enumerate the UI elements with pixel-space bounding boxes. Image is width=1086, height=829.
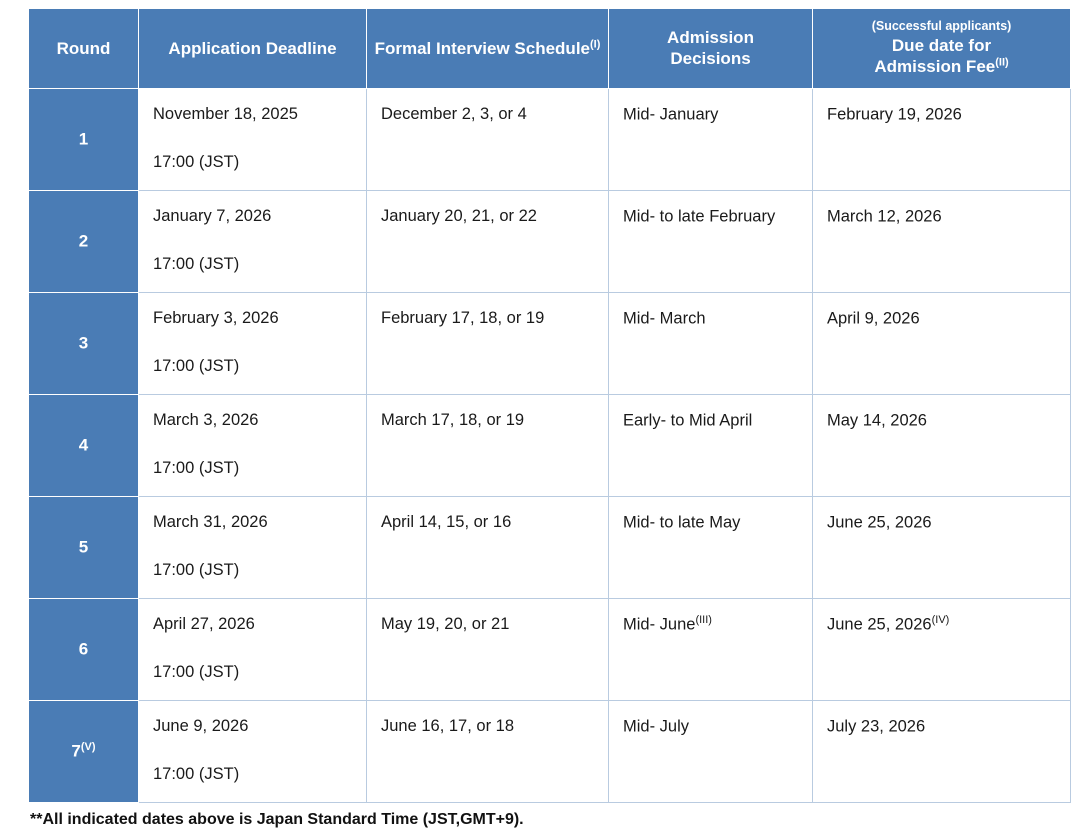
- round-number: 5: [78, 537, 89, 557]
- admission-decision-cell: [609, 598, 813, 700]
- table-row: [29, 394, 1071, 496]
- admission-fee-due-text: April 9, 2026: [827, 309, 920, 327]
- application-deadline-time: 17:00 (JST): [153, 662, 240, 681]
- application-deadline-cell: [139, 394, 367, 496]
- table-row: [29, 88, 1071, 190]
- round-number: 1: [78, 129, 89, 149]
- column-header-round: [29, 9, 139, 89]
- admission-decision-text: Mid- to late February: [623, 207, 776, 225]
- column-header-round-label: Round: [56, 38, 111, 58]
- admission-fee-due-cell: [813, 88, 1071, 190]
- application-deadline-time: 17:00 (JST): [153, 356, 240, 375]
- application-deadline-cell: [139, 292, 367, 394]
- application-deadline-time: 17:00 (JST): [153, 458, 240, 477]
- application-deadline-cell: [139, 598, 367, 700]
- column-header-admission-fee-due-date: [813, 9, 1071, 89]
- table-row: [29, 190, 1071, 292]
- round-number: 3: [78, 333, 89, 353]
- interview-schedule-cell: March 17, 18, or 19: [367, 394, 609, 496]
- application-deadline-cell: [139, 190, 367, 292]
- round-number: 4: [78, 435, 89, 455]
- admissions-schedule-table: [28, 8, 1071, 803]
- admission-fee-due-cell: [813, 496, 1071, 598]
- round-number: 7: [71, 741, 81, 761]
- application-deadline-time: 17:00 (JST): [153, 254, 240, 273]
- round-number-cell: [29, 292, 139, 394]
- round-number-superscript: (V): [80, 740, 96, 753]
- column-header-admission-fee-superscript: (II): [995, 56, 1009, 69]
- application-deadline-time: 17:00 (JST): [153, 152, 240, 171]
- round-number-cell: [29, 496, 139, 598]
- admission-fee-due-cell: [813, 598, 1071, 700]
- admission-fee-due-cell: [813, 394, 1071, 496]
- application-deadline-date: April 27, 2026: [153, 614, 255, 633]
- admission-decision-cell: [609, 88, 813, 190]
- round-number-cell: [29, 394, 139, 496]
- interview-schedule-cell: April 14, 15, or 16: [367, 496, 609, 598]
- application-deadline-date: March 31, 2026: [153, 512, 268, 531]
- admission-decision-text: Mid- March: [623, 309, 706, 327]
- admission-fee-due-text: June 25, 2026: [827, 513, 932, 531]
- application-deadline-date: March 3, 2026: [153, 410, 259, 429]
- admission-decision-cell: [609, 394, 813, 496]
- admission-decision-superscript: (III): [695, 613, 712, 626]
- column-header-admission-fee-label: Due date for Admission Fee: [874, 36, 996, 77]
- admission-fee-due-cell: [813, 292, 1071, 394]
- admission-fee-due-text: May 14, 2026: [827, 411, 927, 429]
- admission-fee-due-cell: [813, 700, 1071, 802]
- column-header-application-deadline: [139, 9, 367, 89]
- round-number-cell: [29, 700, 139, 802]
- footnote-text: **All indicated dates above is Japan Standard Time (JST,GMT+9).: [30, 810, 524, 828]
- column-header-admission-fee-note: (Successful applicants): [871, 19, 1012, 33]
- round-number-cell: [29, 598, 139, 700]
- round-number: 2: [78, 231, 89, 251]
- admission-decision-cell: [609, 496, 813, 598]
- admission-decision-text: Early- to Mid April: [623, 411, 753, 429]
- interview-schedule-cell: June 16, 17, or 18: [367, 700, 609, 802]
- admission-decision-cell: [609, 190, 813, 292]
- application-deadline-date: June 9, 2026: [153, 716, 249, 735]
- interview-schedule-cell: December 2, 3, or 4: [367, 88, 609, 190]
- admission-fee-due-cell: [813, 190, 1071, 292]
- table-row: [29, 598, 1071, 700]
- table-row: [29, 292, 1071, 394]
- admission-decision-text: Mid- January: [623, 105, 719, 123]
- admission-fee-due-text: July 23, 2026: [827, 717, 926, 735]
- application-deadline-cell: [139, 496, 367, 598]
- table-row: [29, 700, 1071, 802]
- table-row: [29, 496, 1071, 598]
- interview-schedule-cell: January 20, 21, or 22: [367, 190, 609, 292]
- column-header-formal-interview-schedule-superscript: (I): [590, 37, 601, 50]
- admission-decision-cell: [609, 700, 813, 802]
- table-header-row: [29, 9, 1071, 89]
- round-number: 6: [78, 639, 89, 659]
- admission-decision-text: Mid- June: [623, 615, 696, 633]
- column-header-formal-interview-schedule-label: Formal Interview Schedule: [374, 38, 590, 58]
- interview-schedule-cell: May 19, 20, or 21: [367, 598, 609, 700]
- application-deadline-date: November 18, 2025: [153, 104, 298, 123]
- column-header-admission-decisions: [609, 9, 813, 89]
- admission-fee-due-text: March 12, 2026: [827, 207, 942, 225]
- round-number-cell: [29, 190, 139, 292]
- column-header-admission-decisions-label: Admission Decisions: [667, 28, 754, 69]
- admission-fee-due-superscript: (IV): [931, 613, 950, 626]
- column-header-formal-interview-schedule: [367, 9, 609, 89]
- admission-fee-due-text: February 19, 2026: [827, 105, 962, 123]
- application-deadline-cell: [139, 700, 367, 802]
- table-body: [29, 88, 1071, 802]
- application-deadline-time: 17:00 (JST): [153, 560, 240, 579]
- application-deadline-cell: [139, 88, 367, 190]
- column-header-application-deadline-label: Application Deadline: [168, 38, 337, 58]
- application-deadline-date: February 3, 2026: [153, 308, 279, 327]
- interview-schedule-cell: February 17, 18, or 19: [367, 292, 609, 394]
- admission-fee-due-text: June 25, 2026: [827, 615, 932, 633]
- application-deadline-time: 17:00 (JST): [153, 764, 240, 783]
- admission-decision-text: Mid- to late May: [623, 513, 741, 531]
- application-deadline-date: January 7, 2026: [153, 206, 272, 225]
- round-number-cell: [29, 88, 139, 190]
- admission-decision-text: Mid- July: [623, 717, 690, 735]
- table-header: [29, 9, 1071, 89]
- admission-decision-cell: [609, 292, 813, 394]
